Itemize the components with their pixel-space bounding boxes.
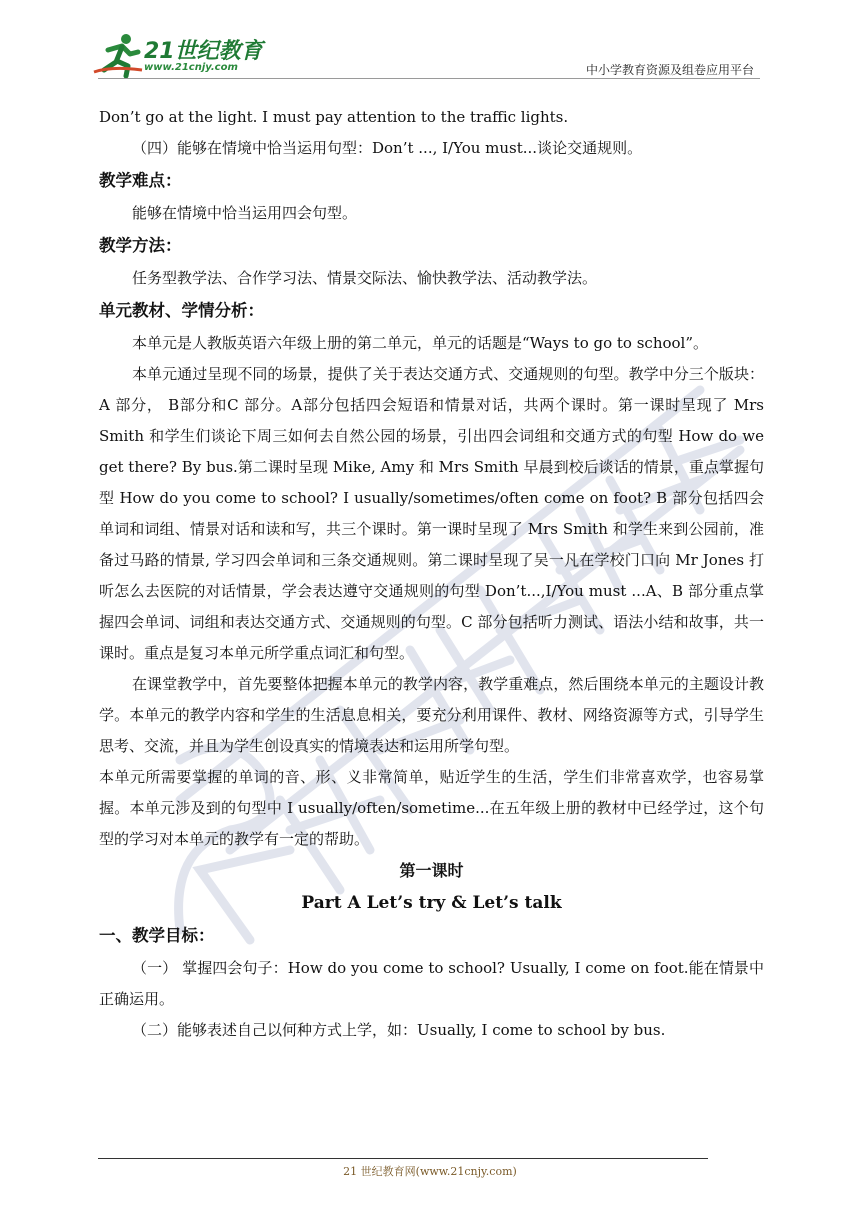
difficulty-heading: 教学难点： — [99, 171, 182, 190]
method-text: 任务型教学法、合作学习法、情景交际法、愉快教学法、活动教学法。 — [132, 269, 598, 287]
analysis-heading: 单元教材、学情分析： — [99, 301, 264, 320]
document-body — [99, 102, 764, 1046]
analysis-paragraph-2: 本单元通过呈现不同的场景，提供了关于表达交通方式、交通规则的句型。教学中分三个版块：A 部分， B部分和C 部分。A部分包括四会短语和情景对话，共两个课时。第一课时呈现了 Mrs Smith 和学生们谈论下周三如何去自然公园的场景，引出四会词组和交通方式的句型 How do we get there? By bus.第二课时呈现 Mike, Amy 和 Mrs Smith 早晨到校后谈话的情景，重点掌握句型 How do you come to school? I usually/sometimes/often come on foot? B 部分包括四会单词和词组、情景对话和读和写，共三个课时。第一课时呈现了 Mrs Smith 和学生来到公园前，准备过马路的情景, 学习四会单词和三条交通规则。第二课时呈现了吴一凡在学校门口向 Mr Jones 打听怎么去医院的对话情景，学会表达遵守交通规则的句型 Don’t...,I/You must ...A、B 部分重点掌握四会单词、词组和表达交通方式、交通规则的句型。C 部分包括听力测试、语法小结和故事，共一课时。重点是复习本单元所学重点词汇和句型。 — [99, 365, 764, 662]
page-footer[interactable]: 21 世纪教育网(www.21cnjy.com) — [343, 1165, 517, 1178]
analysis-paragraph-1: 本单元是人教版英语六年级上册的第二单元，单元的话题是“Ways to go to school”。 — [132, 334, 709, 352]
page-header — [0, 0, 860, 82]
logo-url: www.21cnjy.com — [144, 62, 238, 73]
objective-2: （二）能够表述自己以何种方式上学，如：Usually, I come to school by bus. — [132, 1021, 666, 1039]
runner-logo-icon — [92, 32, 144, 78]
lesson-subtitle: Part A Let’s try & Let’s talk — [301, 893, 562, 913]
site-logo[interactable] — [92, 32, 262, 78]
analysis-paragraph-4: 本单元所需要掌握的单词的音、形、义非常简单，贴近学生的生活，学生们非常喜欢学，也容易掌握。本单元涉及到的句型中 I usually/often/sometime...在五年级上册的教材中已经学过，这个句型的学习对本单元的教学有一定的帮助。 — [99, 768, 764, 848]
goal-continuation: Don’t go at the light. I must pay attention to the traffic lights. — [99, 108, 569, 126]
objective-1: （一） 掌握四会句子：How do you come to school? Usually, I come on foot.能在情景中正确运用。 — [99, 959, 764, 1008]
difficulty-text: 能够在情境中恰当运用四会句型。 — [132, 204, 358, 222]
header-divider — [98, 78, 760, 79]
platform-tagline: 中小学教育资源及组卷应用平台 — [585, 63, 754, 77]
logo-wordmark: 21世纪教育 — [144, 39, 263, 64]
lesson-title: 第一课时 — [399, 861, 464, 880]
teaching-goal-4: （四）能够在情境中恰当运用句型：Don’t ..., I/You must...谈论交通规则。 — [132, 139, 643, 157]
analysis-paragraph-3: 在课堂教学中，首先要整体把握本单元的教学内容，教学重难点，然后围绕本单元的主题设计教学。本单元的教学内容和学生的生活息息相关，要充分利用课件、教材、网络资源等方式，引导学生思考、交流，并且为学生创设真实的情境表达和运用所学句型。 — [99, 675, 764, 755]
footer-divider — [98, 1158, 708, 1159]
method-heading: 教学方法： — [99, 236, 182, 255]
objectives-heading: 一、教学目标： — [99, 926, 215, 945]
